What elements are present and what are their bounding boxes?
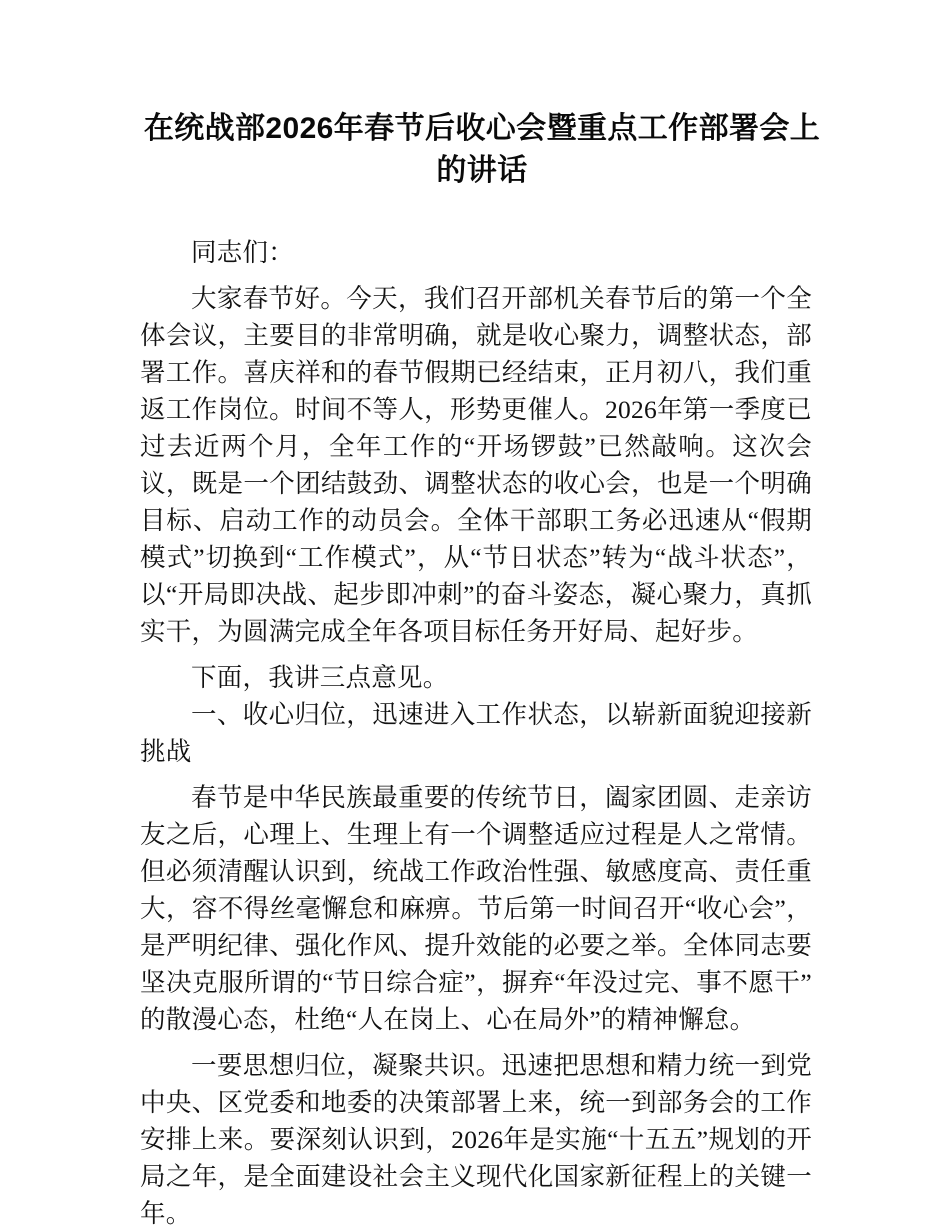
- paragraph-section-one-point-one: 一要思想归位，凝聚共识。迅速把思想和精力统一到党中央、区党委和地委的决策部署上来，统一到部务会的工作安排上来。要深刻认识到，2026年是实施“十五五”规划的开局之年，是全面建设社会主义现代化国家新征程上的关键一年。: [140, 1051, 812, 1228]
- paragraph-opening: 大家春节好。今天，我们召开部机关春节后的第一个全体会议，主要目的非常明确，就是收心聚力，调整状态，部署工作。喜庆祥和的春节假期已经结束，正月初八，我们重返工作岗位。时间不等人，形势更催人。2026年第一季度已过去近两个月，全年工作的“开场锣鼓”已然敲响。这次会议，既是一个团结鼓劲、调整状态的收心会，也是一个明确目标、启动工作的动员会。全体干部职工务必迅速从“假期模式”切换到“工作模式”，从“节日状态”转为“战斗状态”，以“开局即决战、起步即冲刺”的奋斗姿态，凝心聚力，真抓实干，为圆满完成全年各项目标任务开好局、起好步。: [140, 284, 812, 646]
- salutation: 同志们：: [191, 238, 295, 267]
- document-body: [140, 0, 821, 1230]
- section-heading-one: 一、收心归位，迅速进入工作状态，以崭新面貌迎接新挑战: [140, 700, 812, 766]
- paragraph-outline-intro: 下面，我讲三点意见。: [191, 663, 449, 692]
- paragraph-section-one-body: 春节是中华民族最重要的传统节日，阖家团圆、走亲访友之后，心理上、生理上有一个调整适应过程是人之常情。但必须清醒认识到，统战工作政治性强、敏感度高、责任重大，容不得丝毫懈怠和麻痹。节后第一时间召开“收心会”，是严明纪律、强化作风、提升效能的必要之举。全体同志要坚决克服所谓的“节日综合症”，摒弃“年没过完、事不愿干”的散漫心态，杜绝“人在岗上、心在局外”的精神懈怠。: [140, 783, 812, 1034]
- document-title: 在统战部2026年春节后收心会暨重点工作部署会上的讲话: [143, 112, 821, 187]
